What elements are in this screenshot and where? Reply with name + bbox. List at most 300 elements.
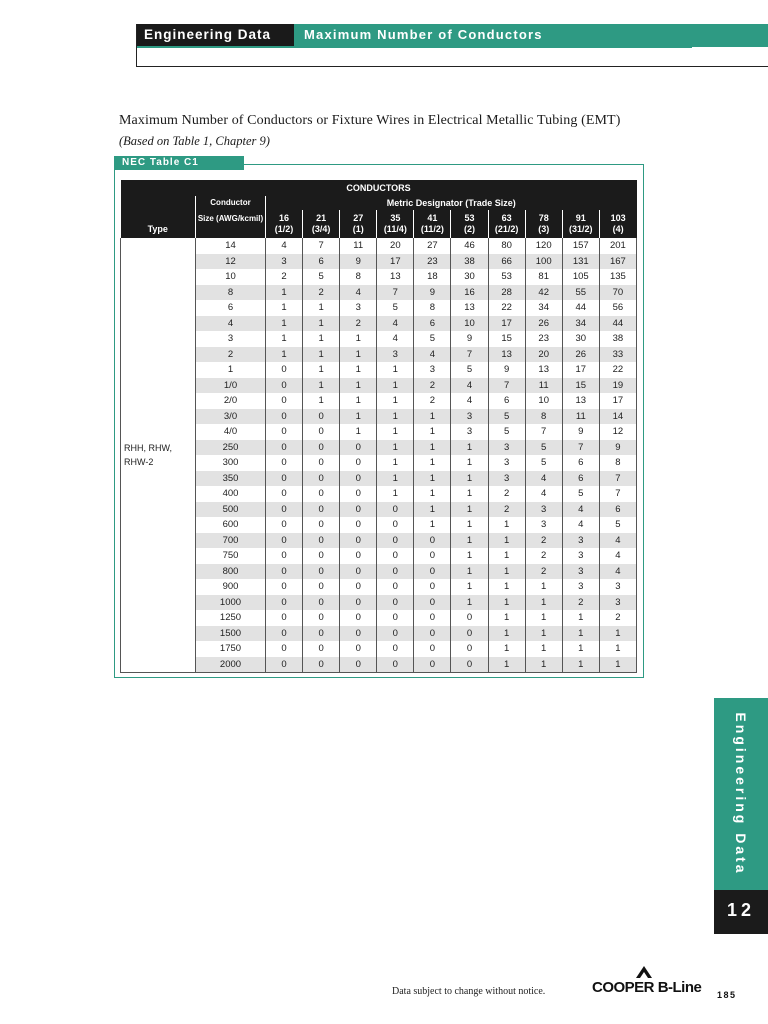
value-cell: 16 (451, 285, 488, 301)
value-cell: 11 (340, 238, 377, 254)
value-cell: 0 (340, 626, 377, 642)
brand-sub: B-Line (657, 979, 702, 996)
table-row (121, 362, 637, 378)
size-cell: 4 (196, 316, 266, 332)
value-cell: 4 (266, 238, 303, 254)
value-cell: 1 (525, 579, 562, 595)
value-cell: 13 (377, 269, 414, 285)
table-body (121, 238, 637, 673)
brand-mark-icon (636, 966, 652, 978)
metric-size: 21 (316, 213, 327, 223)
value-cell: 7 (562, 440, 599, 456)
value-cell: 0 (340, 641, 377, 657)
value-cell: 0 (377, 626, 414, 642)
value-cell: 30 (562, 331, 599, 347)
value-cell: 20 (377, 238, 414, 254)
value-cell: 0 (266, 502, 303, 518)
value-cell: 1 (266, 331, 303, 347)
table-row (121, 378, 637, 394)
value-cell: 1 (377, 409, 414, 425)
trade-size: (11/4) (383, 224, 407, 234)
value-cell: 12 (599, 424, 636, 440)
table-row (121, 269, 637, 285)
metric-size: 63 (501, 213, 512, 223)
value-cell: 1 (562, 641, 599, 657)
size-cell: 350 (196, 471, 266, 487)
value-cell: 4 (562, 502, 599, 518)
value-cell: 26 (562, 347, 599, 363)
value-cell: 5 (525, 455, 562, 471)
value-cell: 1 (488, 657, 525, 673)
value-cell: 1 (377, 471, 414, 487)
value-cell: 0 (303, 424, 340, 440)
value-cell: 13 (488, 347, 525, 363)
size-cell: 300 (196, 455, 266, 471)
value-cell: 33 (599, 347, 636, 363)
value-cell: 135 (599, 269, 636, 285)
table-row (121, 285, 637, 301)
size-cell: 1 (196, 362, 266, 378)
value-cell: 0 (303, 641, 340, 657)
size-cell: 2 (196, 347, 266, 363)
value-cell: 38 (599, 331, 636, 347)
metric-size: 103 (610, 213, 626, 223)
value-cell: 4 (414, 347, 451, 363)
size-cell: 1500 (196, 626, 266, 642)
value-cell: 1 (340, 331, 377, 347)
value-cell: 0 (377, 657, 414, 673)
value-cell: 1 (599, 626, 636, 642)
trade-size-header (525, 210, 562, 238)
value-cell: 2 (488, 486, 525, 502)
value-cell: 1 (303, 347, 340, 363)
metric-size: 35 (390, 213, 401, 223)
value-cell: 1 (340, 409, 377, 425)
value-cell: 9 (562, 424, 599, 440)
section-number: 12 (714, 890, 768, 934)
value-cell: 1 (340, 424, 377, 440)
header-rule (137, 46, 692, 48)
value-cell: 53 (488, 269, 525, 285)
value-cell: 1 (303, 378, 340, 394)
trade-size-header (451, 210, 488, 238)
value-cell: 2 (303, 285, 340, 301)
value-cell: 1 (377, 455, 414, 471)
value-cell: 55 (562, 285, 599, 301)
value-cell: 0 (451, 626, 488, 642)
value-cell: 0 (266, 595, 303, 611)
value-cell: 1 (451, 517, 488, 533)
value-cell: 0 (340, 533, 377, 549)
value-cell: 0 (303, 409, 340, 425)
value-cell: 8 (599, 455, 636, 471)
conductors-header: CONDUCTORS (121, 180, 637, 196)
metric-size: 78 (538, 213, 549, 223)
value-cell: 4 (377, 316, 414, 332)
table-row (121, 657, 637, 673)
value-cell: 1 (451, 440, 488, 456)
value-cell: 120 (525, 238, 562, 254)
value-cell: 5 (377, 300, 414, 316)
value-cell: 3 (525, 517, 562, 533)
value-cell: 1 (377, 440, 414, 456)
value-cell: 11 (562, 409, 599, 425)
value-cell: 26 (525, 316, 562, 332)
value-cell: 44 (599, 316, 636, 332)
value-cell: 46 (451, 238, 488, 254)
value-cell: 1 (414, 502, 451, 518)
value-cell: 7 (525, 424, 562, 440)
value-cell: 17 (599, 393, 636, 409)
value-cell: 13 (562, 393, 599, 409)
value-cell: 1 (377, 393, 414, 409)
value-cell: 22 (488, 300, 525, 316)
value-cell: 4 (377, 331, 414, 347)
value-cell: 66 (488, 254, 525, 270)
value-cell: 7 (488, 378, 525, 394)
trade-size-header (266, 210, 303, 238)
trade-size-header (414, 210, 451, 238)
value-cell: 0 (377, 533, 414, 549)
value-cell: 1 (266, 300, 303, 316)
value-cell: 1 (488, 564, 525, 580)
value-cell: 1 (488, 533, 525, 549)
type-header: Type (121, 196, 196, 238)
value-cell: 1 (451, 486, 488, 502)
value-cell: 3 (451, 409, 488, 425)
value-cell: 0 (414, 564, 451, 580)
value-cell: 13 (451, 300, 488, 316)
page-header (136, 24, 768, 67)
value-cell: 1 (525, 595, 562, 611)
value-cell: 1 (340, 393, 377, 409)
value-cell: 1 (488, 610, 525, 626)
value-cell: 1 (451, 564, 488, 580)
value-cell: 0 (377, 548, 414, 564)
value-cell: 3 (599, 579, 636, 595)
value-cell: 2 (414, 378, 451, 394)
value-cell: 38 (451, 254, 488, 270)
value-cell: 4 (599, 533, 636, 549)
value-cell: 1 (414, 517, 451, 533)
brand-main: COOPER (592, 979, 655, 996)
value-cell: 1 (303, 300, 340, 316)
value-cell: 1 (488, 641, 525, 657)
value-cell: 17 (562, 362, 599, 378)
value-cell: 5 (488, 424, 525, 440)
value-cell: 0 (303, 564, 340, 580)
value-cell: 5 (525, 440, 562, 456)
value-cell: 1 (303, 393, 340, 409)
value-cell: 0 (340, 610, 377, 626)
trade-size: (4) (612, 224, 624, 234)
value-cell: 0 (303, 502, 340, 518)
value-cell: 0 (303, 579, 340, 595)
value-cell: 1 (599, 641, 636, 657)
value-cell: 5 (451, 362, 488, 378)
value-cell: 27 (414, 238, 451, 254)
table-row (121, 455, 637, 471)
value-cell: 6 (488, 393, 525, 409)
value-cell: 2 (340, 316, 377, 332)
value-cell: 0 (414, 657, 451, 673)
value-cell: 0 (266, 393, 303, 409)
value-cell: 42 (525, 285, 562, 301)
value-cell: 23 (414, 254, 451, 270)
value-cell: 0 (266, 362, 303, 378)
value-cell: 1 (414, 440, 451, 456)
table-tab-label: NEC Table C1 (114, 156, 244, 170)
type-cell (121, 238, 196, 673)
value-cell: 1 (377, 378, 414, 394)
size-cell: 800 (196, 564, 266, 580)
value-cell: 1 (451, 471, 488, 487)
metric-designator-header: Metric Designator (Trade Size) (266, 196, 637, 210)
trade-size: (1/2) (274, 224, 294, 234)
table-row (121, 393, 637, 409)
value-cell: 4 (562, 517, 599, 533)
table-row (121, 502, 637, 518)
table-row (121, 641, 637, 657)
value-cell: 1 (525, 657, 562, 673)
value-cell: 8 (414, 300, 451, 316)
footer-notice: Data subject to change without notice. (392, 986, 546, 997)
trade-size: (3/4) (311, 224, 331, 234)
value-cell: 1 (414, 409, 451, 425)
metric-size: 27 (353, 213, 364, 223)
value-cell: 1 (414, 486, 451, 502)
value-cell: 1 (377, 424, 414, 440)
value-cell: 1 (451, 533, 488, 549)
value-cell: 0 (340, 471, 377, 487)
value-cell: 0 (303, 548, 340, 564)
value-cell: 0 (414, 626, 451, 642)
value-cell: 4 (340, 285, 377, 301)
value-cell: 6 (599, 502, 636, 518)
value-cell: 100 (525, 254, 562, 270)
value-cell: 0 (266, 378, 303, 394)
size-cell: 4/0 (196, 424, 266, 440)
value-cell: 3 (525, 502, 562, 518)
value-cell: 157 (562, 238, 599, 254)
value-cell: 1 (525, 626, 562, 642)
table-row (121, 347, 637, 363)
value-cell: 8 (525, 409, 562, 425)
value-cell: 0 (303, 610, 340, 626)
value-cell: 15 (488, 331, 525, 347)
value-cell: 7 (377, 285, 414, 301)
value-cell: 5 (562, 486, 599, 502)
table-row (121, 254, 637, 270)
value-cell: 0 (266, 409, 303, 425)
value-cell: 1 (451, 455, 488, 471)
value-cell: 56 (599, 300, 636, 316)
value-cell: 9 (451, 331, 488, 347)
topic-label: Maximum Number of Conductors (294, 24, 768, 46)
table-row (121, 471, 637, 487)
value-cell: 0 (414, 641, 451, 657)
value-cell: 0 (266, 455, 303, 471)
value-cell: 6 (414, 316, 451, 332)
value-cell: 1 (303, 331, 340, 347)
value-cell: 0 (340, 440, 377, 456)
value-cell: 10 (451, 316, 488, 332)
value-cell: 5 (414, 331, 451, 347)
size-cell: 2/0 (196, 393, 266, 409)
section-label: Engineering Data (137, 24, 294, 46)
trade-size-header (377, 210, 414, 238)
value-cell: 1 (488, 548, 525, 564)
size-cell: 1000 (196, 595, 266, 611)
value-cell: 2 (266, 269, 303, 285)
conductor-header-label: Conductor (210, 198, 251, 207)
value-cell: 3 (562, 533, 599, 549)
value-cell: 105 (562, 269, 599, 285)
size-cell: 700 (196, 533, 266, 549)
value-cell: 3 (599, 595, 636, 611)
value-cell: 1 (414, 471, 451, 487)
value-cell: 2 (525, 533, 562, 549)
value-cell: 1 (488, 595, 525, 611)
value-cell: 1 (266, 316, 303, 332)
value-cell: 0 (377, 502, 414, 518)
value-cell: 0 (377, 517, 414, 533)
value-cell: 8 (340, 269, 377, 285)
value-cell: 23 (525, 331, 562, 347)
value-cell: 0 (266, 641, 303, 657)
value-cell: 6 (562, 471, 599, 487)
value-cell: 0 (414, 579, 451, 595)
table-row (121, 610, 637, 626)
value-cell: 0 (303, 657, 340, 673)
value-cell: 0 (266, 564, 303, 580)
size-cell: 6 (196, 300, 266, 316)
value-cell: 0 (266, 548, 303, 564)
value-cell: 4 (599, 564, 636, 580)
value-cell: 0 (340, 595, 377, 611)
value-cell: 0 (303, 486, 340, 502)
value-cell: 0 (266, 657, 303, 673)
value-cell: 0 (414, 548, 451, 564)
value-cell: 4 (451, 393, 488, 409)
value-cell: 0 (303, 533, 340, 549)
value-cell: 34 (562, 316, 599, 332)
value-cell: 19 (599, 378, 636, 394)
value-cell: 3 (488, 455, 525, 471)
table-row (121, 424, 637, 440)
size-cell: 500 (196, 502, 266, 518)
value-cell: 2 (562, 595, 599, 611)
size-cell: 12 (196, 254, 266, 270)
value-cell: 167 (599, 254, 636, 270)
trade-size-header (340, 210, 377, 238)
trade-size: (31/2) (569, 224, 593, 234)
value-cell: 0 (303, 471, 340, 487)
size-cell: 14 (196, 238, 266, 254)
value-cell: 1 (488, 517, 525, 533)
value-cell: 2 (414, 393, 451, 409)
value-cell: 2 (488, 502, 525, 518)
type-label-line: RHH, RHW, (124, 443, 172, 453)
table-row (121, 316, 637, 332)
size-cell: 900 (196, 579, 266, 595)
value-cell: 1 (340, 347, 377, 363)
trade-size-header (562, 210, 599, 238)
value-cell: 3 (377, 347, 414, 363)
page-title: Maximum Number of Conductors or Fixture Wires in Electrical Metallic Tubing (EMT) (119, 113, 621, 128)
size-cell: 10 (196, 269, 266, 285)
value-cell: 2 (525, 548, 562, 564)
size-cell: 1250 (196, 610, 266, 626)
value-cell: 10 (525, 393, 562, 409)
value-cell: 0 (377, 564, 414, 580)
value-cell: 4 (451, 378, 488, 394)
value-cell: 0 (414, 595, 451, 611)
trade-size-header (599, 210, 636, 238)
size-cell: 3/0 (196, 409, 266, 425)
page-subtitle: (Based on Table 1, Chapter 9) (119, 134, 270, 148)
table-row (121, 517, 637, 533)
value-cell: 6 (562, 455, 599, 471)
table-row (121, 331, 637, 347)
value-cell: 9 (599, 440, 636, 456)
value-cell: 1 (562, 610, 599, 626)
table-row (121, 486, 637, 502)
value-cell: 5 (488, 409, 525, 425)
value-cell: 0 (377, 595, 414, 611)
value-cell: 7 (451, 347, 488, 363)
trade-size-header (488, 210, 525, 238)
value-cell: 1 (266, 347, 303, 363)
trade-size-header (303, 210, 340, 238)
header-rule-thin (692, 46, 768, 47)
value-cell: 1 (451, 595, 488, 611)
value-cell: 13 (525, 362, 562, 378)
table-row (121, 533, 637, 549)
value-cell: 2 (599, 610, 636, 626)
value-cell: 81 (525, 269, 562, 285)
value-cell: 3 (488, 471, 525, 487)
value-cell: 0 (266, 486, 303, 502)
size-cell: 750 (196, 548, 266, 564)
table-row (121, 579, 637, 595)
value-cell: 0 (340, 517, 377, 533)
value-cell: 0 (414, 533, 451, 549)
value-cell: 0 (266, 440, 303, 456)
value-cell: 15 (562, 378, 599, 394)
value-cell: 131 (562, 254, 599, 270)
size-cell: 1/0 (196, 378, 266, 394)
side-tab-label: Engineering Data (733, 712, 749, 876)
value-cell: 11 (525, 378, 562, 394)
value-cell: 0 (266, 533, 303, 549)
conductor-table (120, 180, 637, 673)
value-cell: 4 (599, 548, 636, 564)
brand-wordmark (592, 979, 701, 996)
size-cell: 400 (196, 486, 266, 502)
value-cell: 5 (599, 517, 636, 533)
value-cell: 1 (525, 610, 562, 626)
trade-size: (3) (538, 224, 550, 234)
value-cell: 3 (562, 579, 599, 595)
value-cell: 0 (303, 595, 340, 611)
value-cell: 9 (340, 254, 377, 270)
table-row (121, 440, 637, 456)
value-cell: 1 (488, 626, 525, 642)
value-cell: 1 (340, 378, 377, 394)
value-cell: 3 (562, 548, 599, 564)
page-number: 185 (717, 990, 737, 1000)
